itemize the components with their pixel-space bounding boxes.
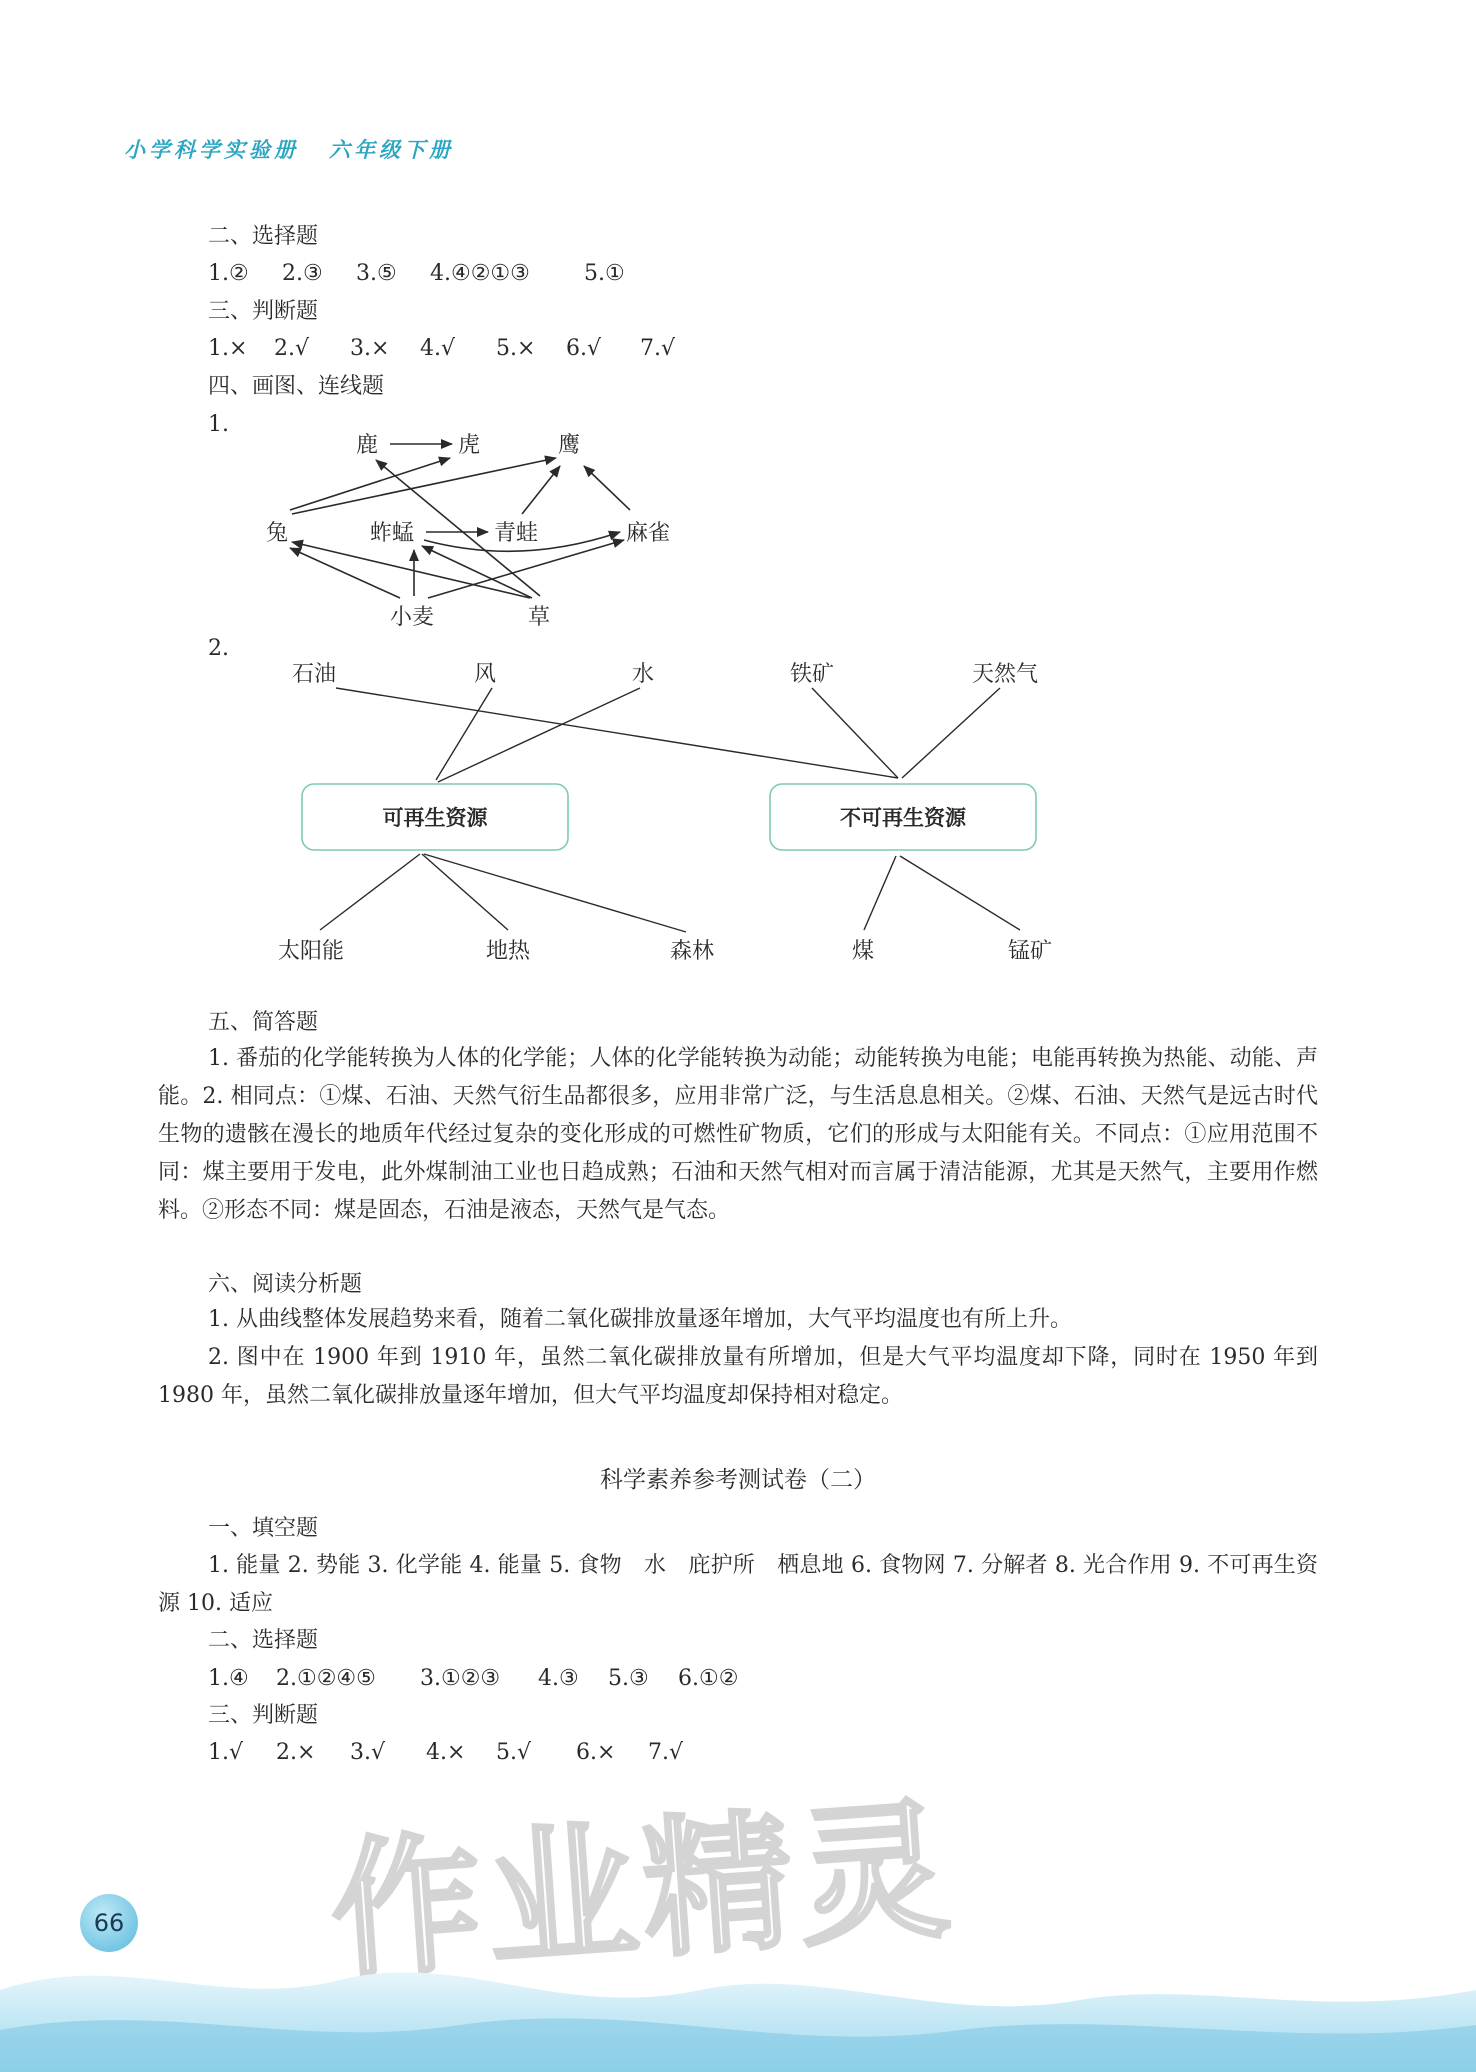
test2-judge-answers — [208, 1742, 808, 1766]
res-iron: 铁矿 — [790, 662, 835, 687]
test2-judge-answer: 2.× — [276, 1740, 316, 1765]
line-water-renewable — [438, 688, 640, 782]
sec2-answer: 2.③ — [282, 261, 323, 286]
sec3-answer: 4.√ — [420, 336, 456, 361]
sec4-heading: 四、画图、连线题 — [208, 374, 385, 399]
test2-choice-answer: 3.①②③ — [420, 1666, 501, 1691]
sec6-heading: 六、阅读分析题 — [208, 1272, 363, 1297]
test2-choice-answers — [208, 1668, 908, 1692]
line-wind-renewable — [436, 688, 492, 780]
grade-label: 六年级下册 — [329, 138, 454, 162]
node-deer: 鹿 — [356, 433, 379, 458]
page-number: 66 — [80, 1894, 138, 1952]
node-eagle: 鹰 — [558, 433, 581, 458]
sec6-p1: 1. 从曲线整体发展趋势来看，随着二氧化碳排放量逐年增加，大气平均温度也有所上升。 — [208, 1307, 1072, 1332]
watermark: 作业精灵 — [325, 1783, 961, 2001]
sec3-answer: 6.√ — [566, 336, 602, 361]
sec5-text: 1. 番茄的化学能转换为人体的化学能；人体的化学能转换为动能；动能转换为电能；电能再转换为热能、动能、声能。2. 相同点：①煤、石油、天然气衍生品都很多，应用非常广泛，与生活息息相关。②煤、石油、天然气是远古时代生物的遗骸在漫长的地质年代经过复杂的变化形成的可燃性矿物质，它们的形成与太阳能有关。不同点：①应用范围不同：煤主要用于发电，此外煤制油工业也日趋成熟；石油和天然气相对而言属于清洁能源，尤其是天然气，主要用作燃料。②形态不同：煤是固态，石油是液态，天然气是气态。 — [158, 1046, 1318, 1223]
line-nonrenewable-manganese — [900, 856, 1020, 930]
renewable-label: 可再生资源 — [382, 806, 488, 830]
test2-judge-answer: 3.√ — [350, 1740, 386, 1765]
footer-decoration — [0, 1930, 1476, 2072]
test2-choice-answer: 4.③ — [538, 1666, 579, 1691]
res-forest: 森林 — [670, 939, 715, 964]
test2-judge-answer: 1.√ — [208, 1740, 244, 1765]
arrow-frog-eagle — [522, 466, 560, 514]
line-gas-nonrenewable — [902, 688, 1000, 778]
test2-judge-answer: 5.√ — [496, 1740, 532, 1765]
res-wind: 风 — [474, 662, 497, 687]
sec2-heading: 二、选择题 — [208, 224, 319, 249]
res-geothermal: 地热 — [486, 939, 531, 964]
line-renewable-geothermal — [422, 854, 508, 930]
sec5-heading: 五、简答题 — [208, 1010, 319, 1035]
sec2-answer: 4.④②①③ — [430, 261, 530, 286]
res-oil: 石油 — [292, 662, 337, 687]
test2-judge-answer: 6.× — [576, 1740, 616, 1765]
test2-fill-text: 1. 能量 2. 势能 3. 化学能 4. 能量 5. 食物 水 庇护所 栖息地 6. 食物网 7. 分解者 8. 光合作用 9. 不可再生资源 10. 适应 — [158, 1553, 1318, 1616]
sec3-answer: 1.× — [208, 336, 248, 361]
line-renewable-solar — [320, 854, 420, 930]
sec3-answer: 5.× — [496, 336, 536, 361]
res-coal: 煤 — [852, 939, 875, 964]
test2-choice-answer: 6.①② — [678, 1666, 739, 1691]
node-grass: 草 — [528, 605, 551, 630]
arrow-sparrow-eagle — [584, 466, 630, 510]
test2-title: 科学素养参考测试卷（二） — [600, 1467, 876, 1493]
node-sparrow: 麻雀 — [626, 521, 671, 546]
line-iron-nonrenewable — [812, 688, 898, 778]
sec6-p2: 2. 图中在 1900 年到 1910 年，虽然二氧化碳排放量有所增加，但是大气平均温度却下降，同时在 1950 年到 1980 年，虽然二氧化碳排放量逐年增加，但大气平均温度却保持相对稳定。 — [158, 1345, 1318, 1408]
arrow-wheat-sparrow — [428, 540, 624, 598]
sec3-answer: 3.× — [350, 336, 390, 361]
sec2-answer: 1.② — [208, 261, 249, 286]
test2-choice-answer: 5.③ — [608, 1666, 649, 1691]
res-water: 水 — [632, 662, 655, 687]
test2-choice-answer: 2.①②④⑤ — [276, 1666, 376, 1691]
test2-choice-heading: 二、选择题 — [208, 1628, 319, 1653]
diagrams-svg — [0, 0, 1476, 1000]
sec4-q1-label: 1. — [208, 412, 229, 437]
sec2-answer: 3.⑤ — [356, 261, 397, 286]
res-manganese: 锰矿 — [1008, 939, 1053, 964]
test2-choice-answer: 1.④ — [208, 1666, 249, 1691]
arrow-wheat-rabbit — [290, 548, 400, 598]
test2-judge-heading: 三、判断题 — [208, 1703, 319, 1728]
node-grasshopper: 蚱蜢 — [370, 521, 415, 546]
res-solar: 太阳能 — [278, 939, 345, 964]
sec3-answer: 2.√ — [274, 336, 310, 361]
node-wheat: 小麦 — [390, 605, 435, 630]
sec2-answer: 5.① — [584, 261, 625, 286]
line-nonrenewable-coal — [864, 856, 896, 930]
food-web-arrows — [290, 444, 630, 598]
nonrenewable-label: 不可再生资源 — [840, 806, 966, 830]
test2-fill-heading: 一、填空题 — [208, 1516, 319, 1541]
test2-judge-answer: 7.√ — [648, 1740, 684, 1765]
sec3-answer: 7.√ — [640, 336, 676, 361]
line-renewable-forest — [424, 854, 686, 932]
book-title: 小学科学实验册 — [124, 138, 299, 162]
sec3-heading: 三、判断题 — [208, 299, 319, 324]
node-tiger: 虎 — [458, 433, 481, 458]
node-rabbit: 兔 — [266, 521, 289, 546]
sec4-q2-label: 2. — [208, 636, 229, 661]
test2-judge-answer: 4.× — [426, 1740, 466, 1765]
node-frog: 青蛙 — [494, 521, 539, 546]
line-oil-nonrenewable — [336, 688, 898, 778]
res-gas: 天然气 — [972, 662, 1039, 687]
